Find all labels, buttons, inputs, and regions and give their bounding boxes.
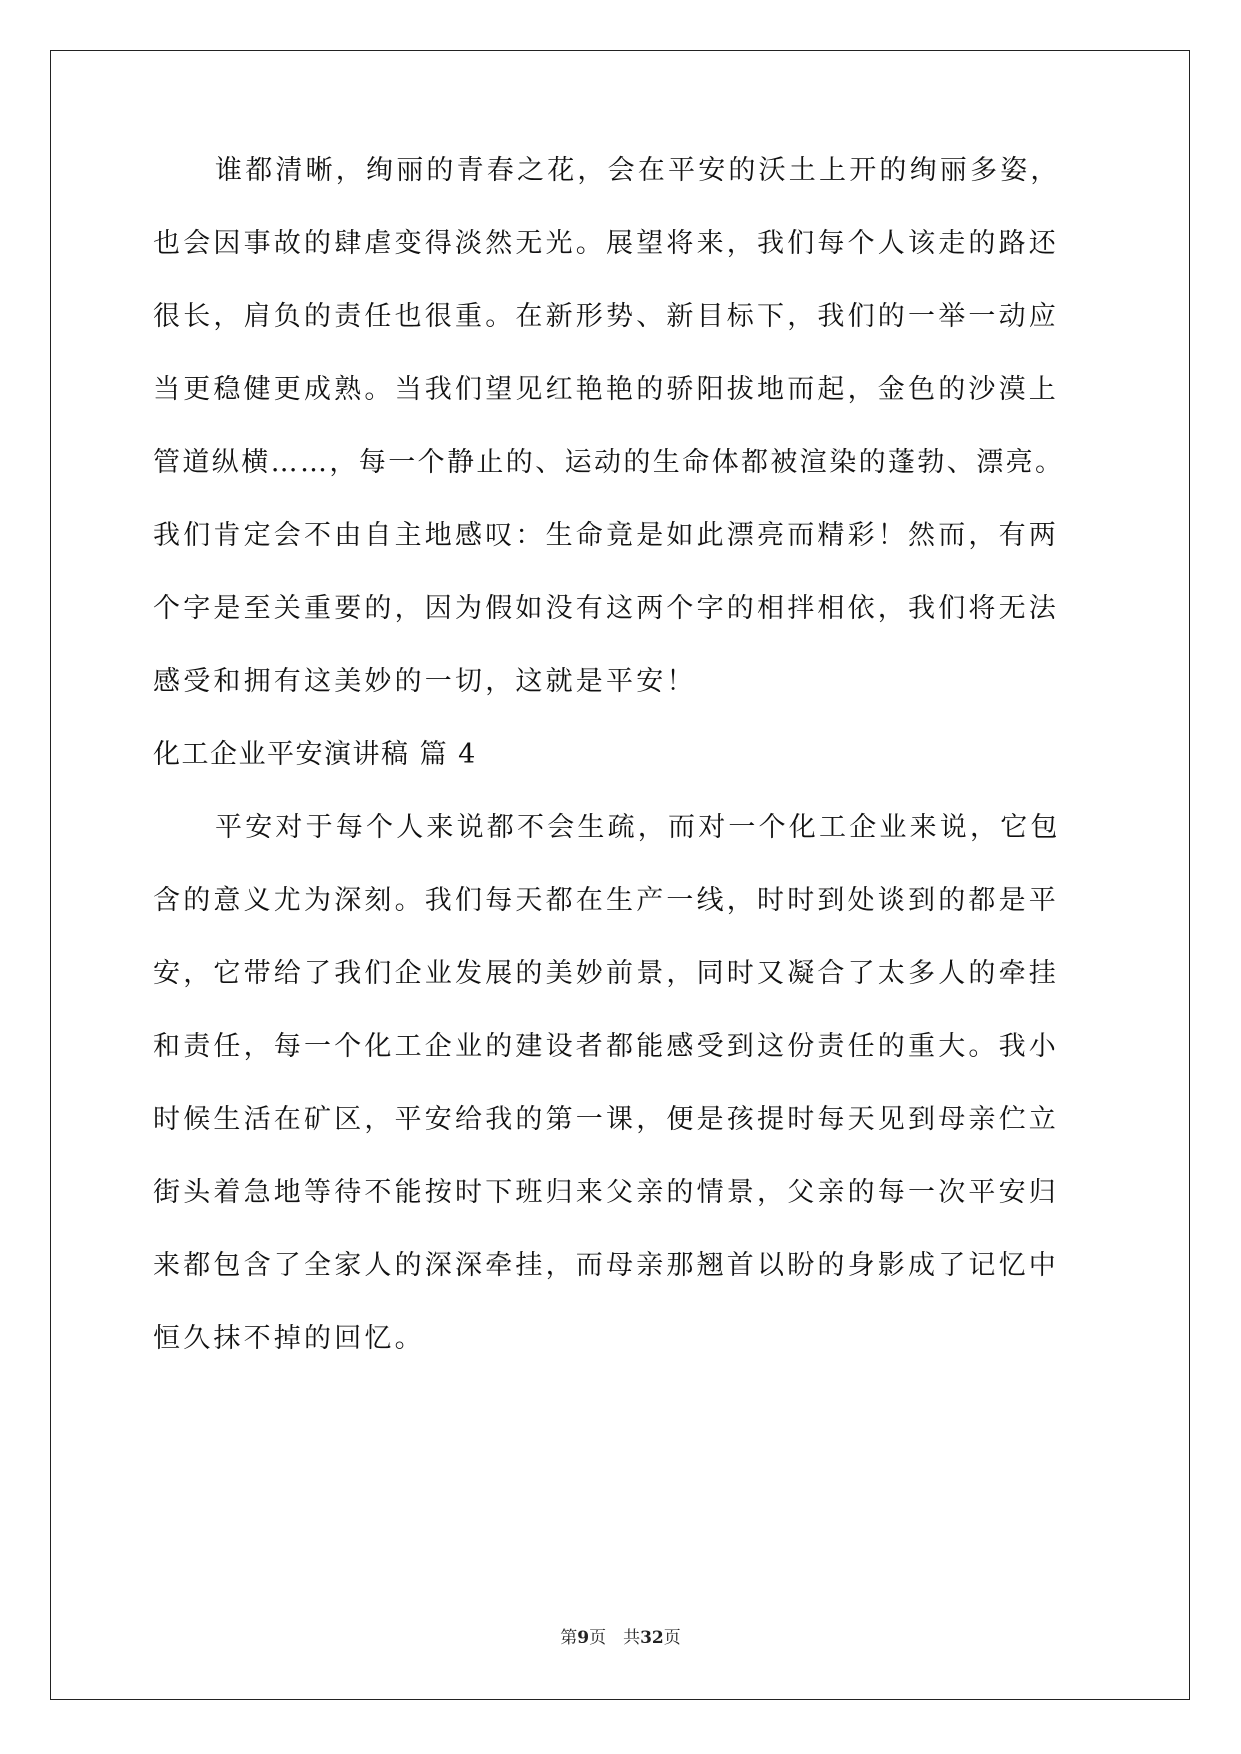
paragraph-1-line-5: 管道纵横……，每一个静止的、运动的生命体都被渲染的蓬勃、漂亮。 bbox=[153, 447, 1065, 478]
paragraph-1-line-3: 很长，肩负的责任也很重。在新形势、新目标下，我们的一举一动应 bbox=[153, 301, 1059, 332]
paragraph-2-line-7: 来都包含了全家人的深深牵挂，而母亲那翘首以盼的身影成了记忆中 bbox=[153, 1250, 1059, 1281]
footer-suffix: 页 bbox=[663, 1628, 681, 1648]
footer-page-number: 9 bbox=[577, 1628, 590, 1648]
paragraph-2-line-5: 时候生活在矿区，平安给我的第一课，便是孩提时每天见到母亲伫立 bbox=[153, 1104, 1059, 1135]
paragraph-2-line-2: 含的意义尤为深刻。我们每天都在生产一线，时时到处谈到的都是平 bbox=[153, 885, 1059, 916]
paragraph-2-line-3: 安，它带给了我们企业发展的美妙前景，同时又凝合了太多人的牵挂 bbox=[153, 958, 1059, 989]
page-border bbox=[50, 50, 1190, 1700]
paragraph-2-line-6: 街头着急地等待不能按时下班归来父亲的情景，父亲的每一次平安归 bbox=[153, 1177, 1059, 1208]
paragraph-1-line-1: 谁都清晰，绚丽的青春之花，会在平安的沃土上开的绚丽多姿， bbox=[215, 155, 1061, 186]
paragraph-2-line-1: 平安对于每个人来说都不会生疏，而对一个化工企业来说，它包 bbox=[215, 812, 1061, 843]
footer-prefix: 第 bbox=[560, 1628, 578, 1648]
paragraph-2-line-4: 和责任，每一个化工企业的建设者都能感受到这份责任的重大。我小 bbox=[153, 1031, 1059, 1062]
footer-mid: 页 共 bbox=[589, 1628, 641, 1648]
section-heading: 化工企业平安演讲稿 篇 4 bbox=[153, 739, 477, 770]
paragraph-1-line-6: 我们肯定会不由自主地感叹：生命竟是如此漂亮而精彩！然而，有两 bbox=[153, 520, 1059, 551]
page-footer bbox=[0, 1630, 1241, 1647]
paragraph-1-line-8: 感受和拥有这美妙的一切，这就是平安！ bbox=[153, 666, 697, 697]
paragraph-1-line-7: 个字是至关重要的，因为假如没有这两个字的相拌相依，我们将无法 bbox=[153, 593, 1059, 624]
paragraph-1-line-4: 当更稳健更成熟。当我们望见红艳艳的骄阳拔地而起，金色的沙漠上 bbox=[153, 374, 1059, 405]
paragraph-2-line-8: 恒久抹不掉的回忆。 bbox=[153, 1323, 425, 1354]
footer-total-pages: 32 bbox=[640, 1628, 664, 1648]
paragraph-1-line-2: 也会因事故的肆虐变得淡然无光。展望将来，我们每个人该走的路还 bbox=[153, 228, 1059, 259]
